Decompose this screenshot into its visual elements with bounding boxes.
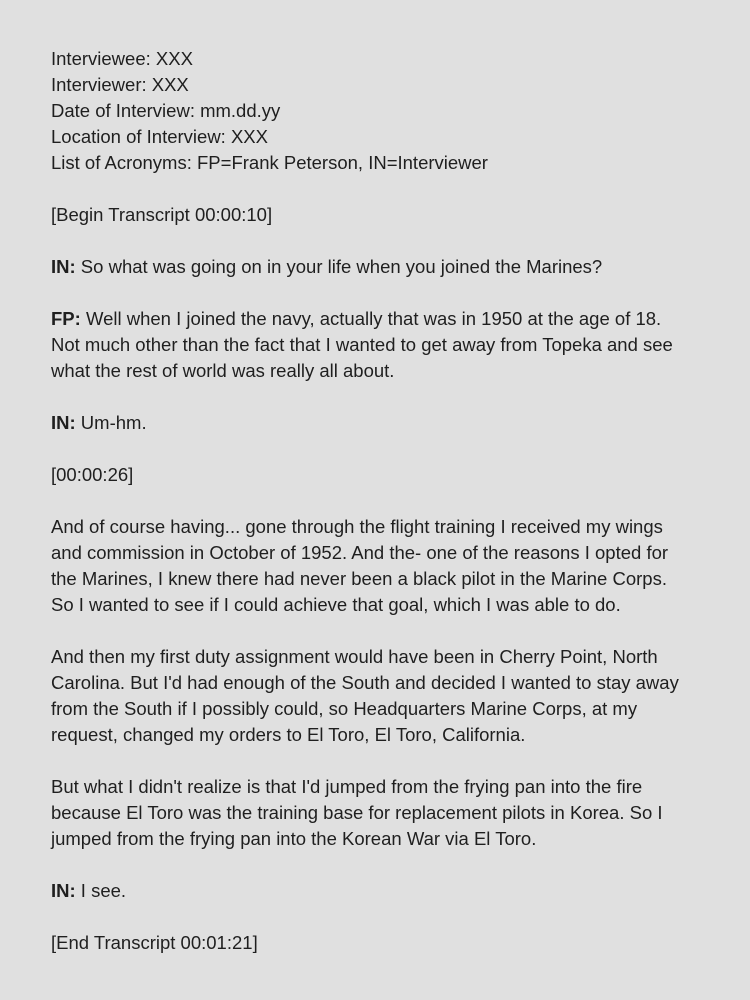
header-block — [51, 46, 711, 176]
paragraph-line: because El Toro was the training base for replacement pilots in Korea. So I — [51, 802, 663, 823]
interviewer-question — [51, 254, 711, 280]
paragraph-line: request, changed my orders to El Toro, El Toro, California. — [51, 724, 526, 745]
paragraph-line: Carolina. But I'd had enough of the South and decided I wanted to stay away — [51, 672, 679, 693]
timestamp-marker: [00:00:26] — [51, 464, 134, 485]
paragraph-line: And then my first duty assignment would have been in Cherry Point, North — [51, 646, 658, 667]
paragraph-line: And of course having... gone through the flight training I received my wings — [51, 516, 663, 537]
interviewer-closing — [51, 878, 711, 904]
utterance-text: Um-hm. — [75, 412, 147, 433]
answer-line — [51, 306, 711, 332]
interview-location-line: Location of Interview: XXX — [51, 126, 268, 147]
utterance-text: So what was going on in your life when you joined the Marines? — [75, 256, 603, 277]
paragraph-duty-assignment — [51, 644, 711, 748]
answer-line: what the rest of world was really all about. — [51, 360, 395, 381]
end-transcript-marker: [End Transcript 00:01:21] — [51, 932, 258, 953]
interviewer-line: Interviewer: XXX — [51, 74, 189, 95]
acronyms-line: List of Acronyms: FP=Frank Peterson, IN=Interviewer — [51, 152, 488, 173]
paragraph-el-toro — [51, 774, 711, 852]
paragraph-flight-training — [51, 514, 711, 618]
speaker-label: IN: — [51, 880, 76, 901]
answer-line: Not much other than the fact that I wanted to get away from Topeka and see — [51, 334, 673, 355]
begin-transcript-marker: [Begin Transcript 00:00:10] — [51, 204, 273, 225]
paragraph-line: But what I didn't realize is that I'd jumped from the frying pan into the fire — [51, 776, 643, 797]
interviewee-line: Interviewee: XXX — [51, 48, 193, 69]
paragraph-line: jumped from the frying pan into the Korean War via El Toro. — [51, 828, 537, 849]
speaker-label: IN: — [51, 256, 76, 277]
paragraph-line: and commission in October of 1952. And the- one of the reasons I opted for — [51, 542, 669, 563]
interviewer-acknowledgement — [51, 410, 711, 436]
speaker-label: IN: — [51, 412, 76, 433]
fp-answer — [51, 306, 711, 384]
speaker-label: FP: — [51, 308, 81, 329]
paragraph-line: from the South if I possibly could, so Headquarters Marine Corps, at my — [51, 698, 638, 719]
transcript-document — [51, 46, 711, 956]
interview-date-line: Date of Interview: mm.dd.yy — [51, 100, 281, 121]
paragraph-line: the Marines, I knew there had never been a black pilot in the Marine Corps. — [51, 568, 667, 589]
utterance-text: I see. — [75, 880, 127, 901]
utterance-text: Well when I joined the navy, actually that was in 1950 at the age of 18. — [80, 308, 662, 329]
paragraph-line: So I wanted to see if I could achieve that goal, which I was able to do. — [51, 594, 621, 615]
